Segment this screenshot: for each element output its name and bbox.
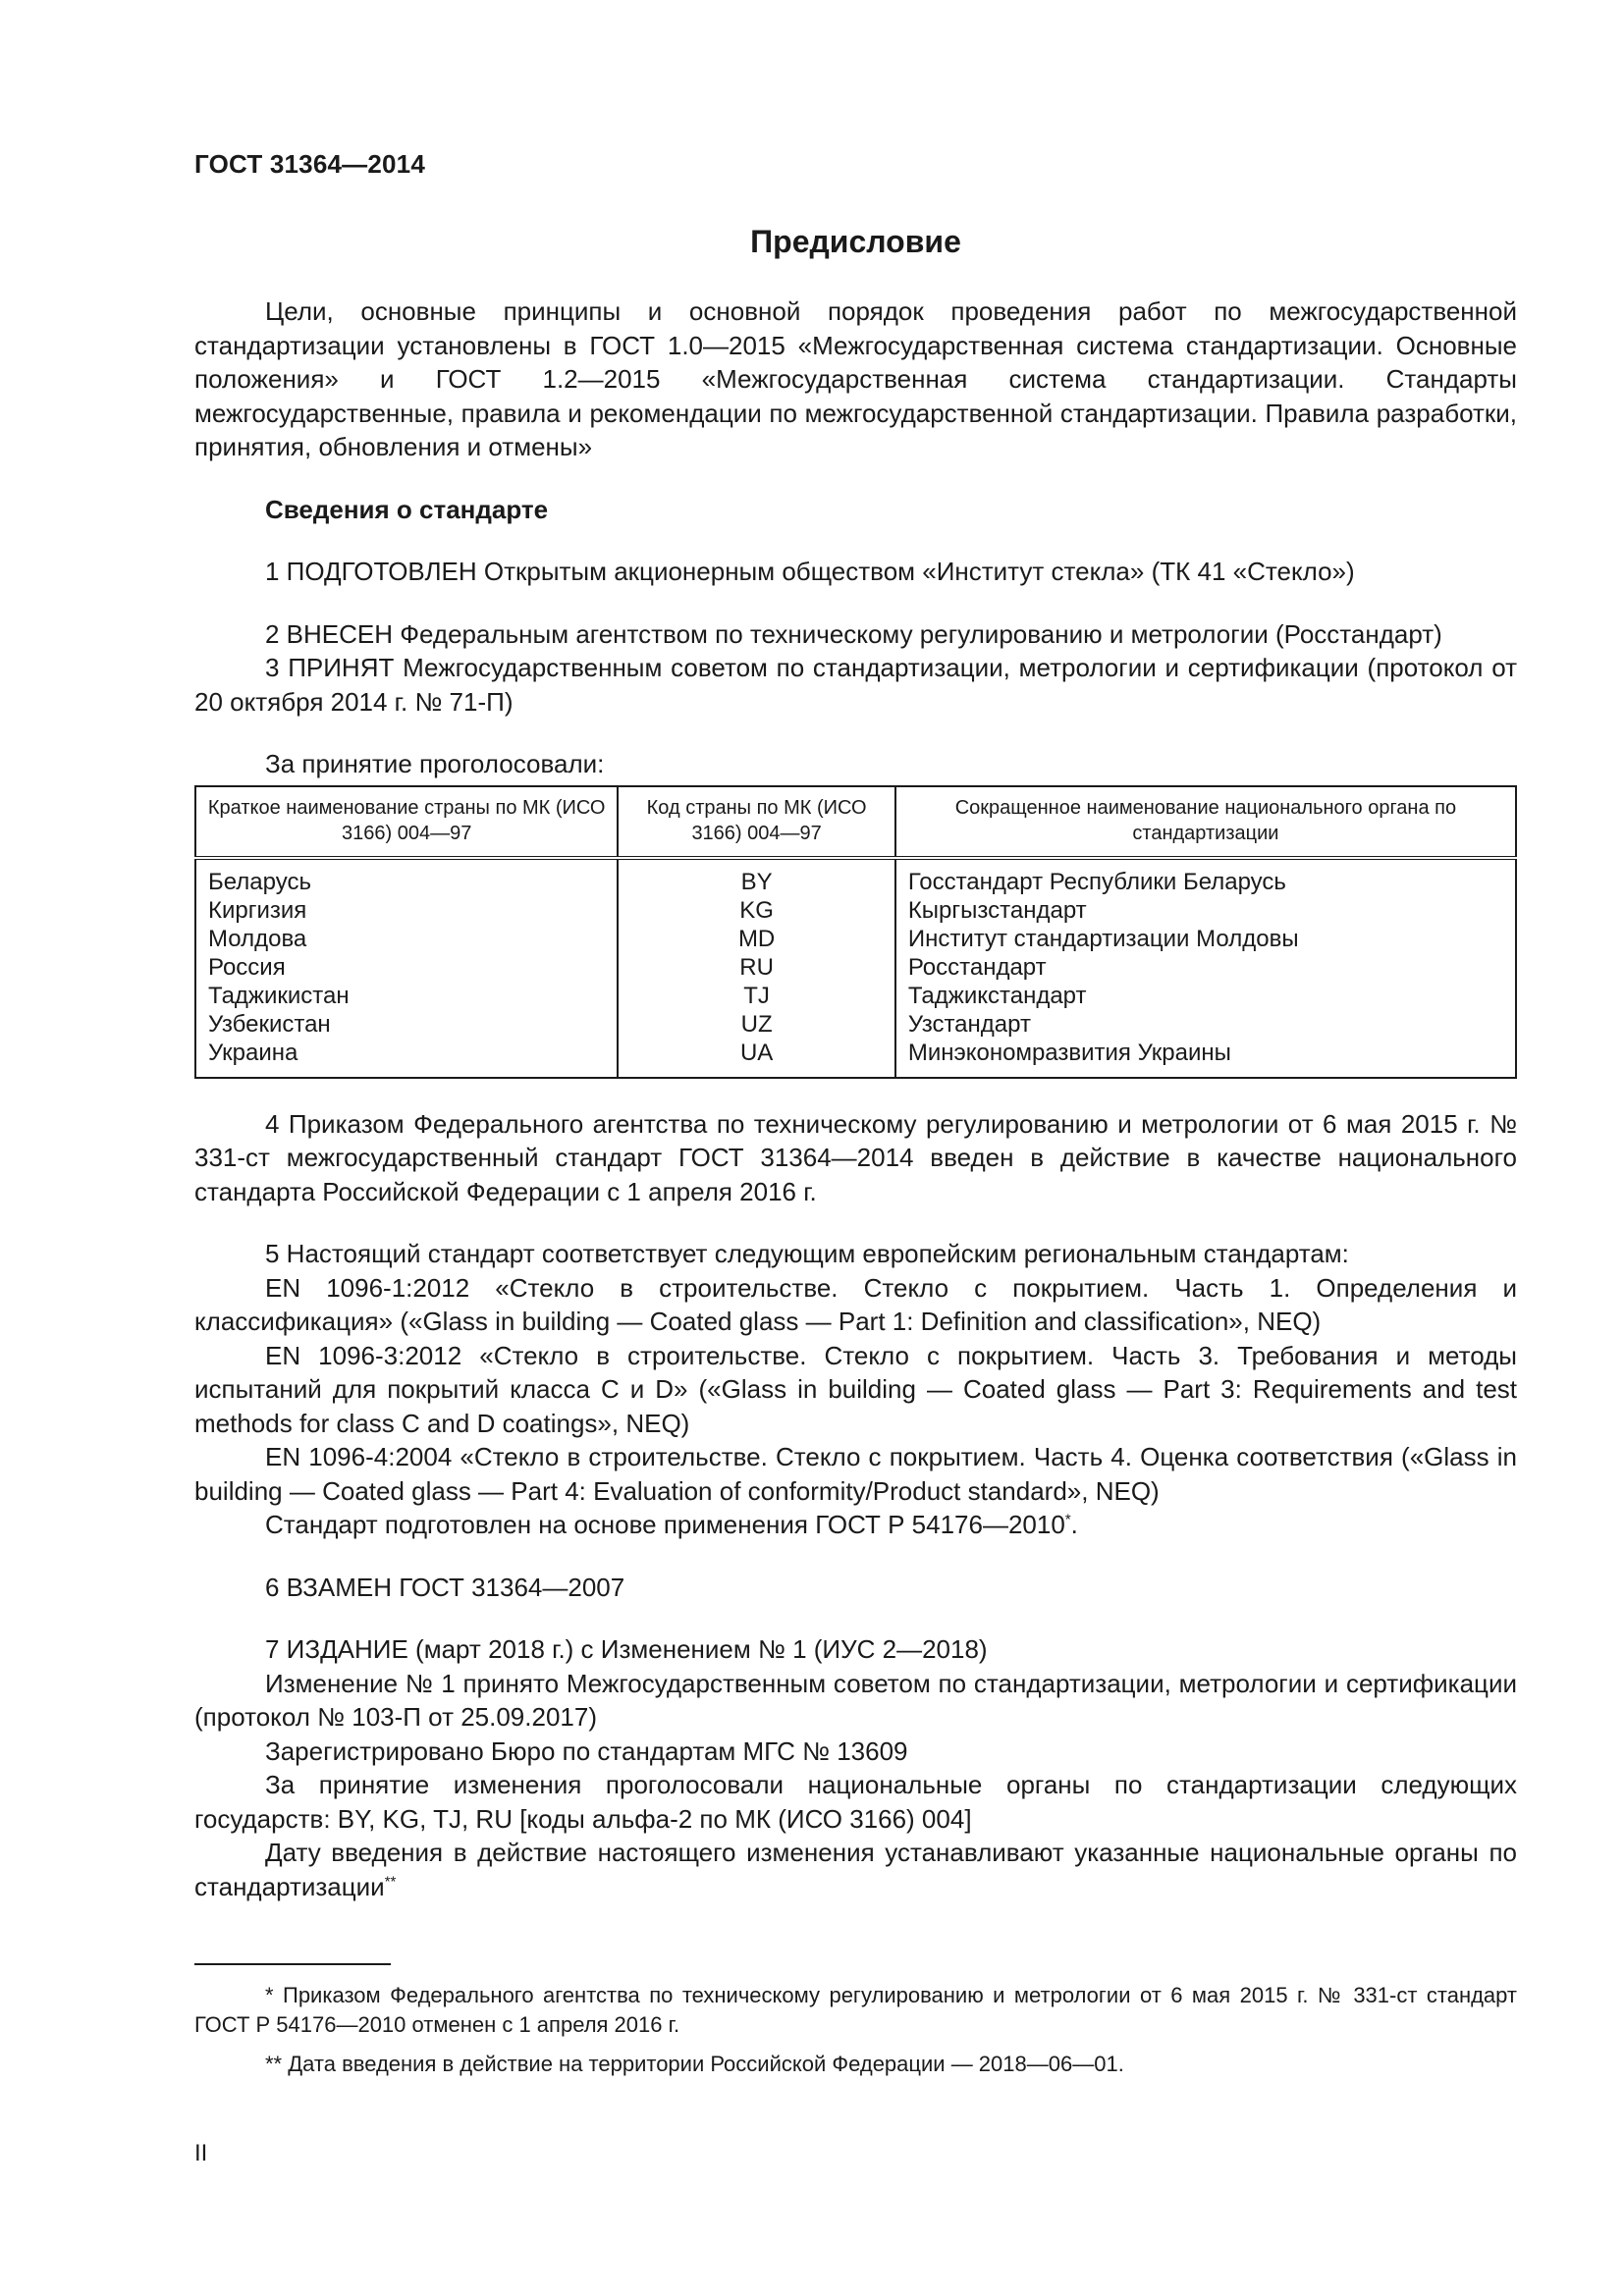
code-cell: MD	[618, 925, 894, 953]
vote-intro: За принятие проголосовали:	[265, 749, 605, 778]
body-cell: Минэкономразвития Украины	[895, 1039, 1516, 1078]
country-cell: Россия	[208, 953, 286, 981]
item-5-en-1096-1: EN 1096-1:2012 «Стекло в строительстве. Стекло с покрытием. Часть 1. Определения и классификация» («Glass in building — Coated glass — Part 1: Definition and classification», NEQ)	[194, 1272, 1517, 1336]
country-cell: Киргизия	[208, 896, 307, 924]
body-cell: Институт стандартизации Молдовы	[895, 925, 1516, 953]
vote-table	[194, 785, 1517, 1079]
table-row	[195, 858, 1516, 896]
footnote-1: * Приказом Федерального агентства по техническому регулированию и метрологии от 6 мая 2015 г. № 331-ст стандарт ГОСТ Р 54176—2010 отменен с 1 апреля 2016 г.	[194, 1983, 1517, 2037]
code-cell: TJ	[618, 982, 894, 1010]
country-cell: Таджикистан	[208, 982, 350, 1009]
item-7-registration: Зарегистрировано Бюро по стандартам МГС № 13609	[265, 1735, 908, 1766]
item-7-effective-date	[194, 1836, 1517, 1903]
table-row	[195, 925, 1516, 953]
item-7-change: Изменение № 1 принято Межгосударственным советом по стандартизации, метрологии и сертификации (протокол № 103-П от 25.09.2017)	[194, 1668, 1517, 1732]
effective-date-text: Дату введения в действие настоящего изменения устанавливают указанные национальные органы по стандартизации	[194, 1838, 1517, 1901]
body-cell: Госстандарт Республики Беларусь	[895, 858, 1516, 896]
table-header-row	[195, 786, 1516, 858]
item-4: 4 Приказом Федерального агентства по техническому регулированию и метрологии от 6 мая 2015 г. № 331-ст межгосударственный стандарт ГОСТ 31364—2014 введен в действие в качестве национального стандарта Российской Федерации с 1 апреля 2016 г.	[194, 1108, 1517, 1206]
page-number: II	[194, 2140, 208, 2166]
table-header-country: Краткое наименование страны по МК (ИСО 3166) 004—97	[195, 786, 618, 858]
body-cell: Таджикстандарт	[895, 982, 1516, 1010]
code-cell: UA	[618, 1039, 894, 1078]
footnote-marker: *	[1064, 1511, 1071, 1528]
body-cell: Кыргызстандарт	[895, 896, 1516, 925]
country-cell: Украина	[208, 1039, 298, 1066]
page-title: Предисловие	[750, 224, 961, 259]
table-row	[195, 982, 1516, 1010]
footnote-divider	[194, 1963, 391, 1965]
table-header-body: Сокращенное наименование национального органа по стандартизации	[895, 786, 1516, 858]
basis-end: .	[1070, 1510, 1078, 1539]
item-7: 7 ИЗДАНИЕ (март 2018 г.) с Изменением № 1 (ИУС 2—2018)	[265, 1634, 988, 1664]
table-row	[195, 896, 1516, 925]
item-5-en-1096-3: EN 1096-3:2012 «Стекло в строительстве. Стекло с покрытием. Часть 3. Требования и методы испытаний для покрытий класса C и D» («Glass in building — Coated glass — Part 3: Requirements and test methods for class C and D coatings», NEQ)	[194, 1340, 1517, 1438]
code-cell: BY	[618, 858, 894, 896]
intro-paragraph: Цели, основные принципы и основной порядок проведения работ по межгосударственной стандартизации установлены в ГОСТ 1.0—2015 «Межгосударственная система стандартизации. Основные положения» и ГОСТ 1.2—2015 «Межгосударственная система стандартизации. Стандарты межгосударственные, правила и рекомендации по межгосударственной стандартизации. Правила разработки, принятия, обновления и отмены»	[194, 296, 1517, 461]
item-5-en-1096-4: EN 1096-4:2004 «Стекло в строительстве. Стекло с покрытием. Часть 4. Оценка соответствия («Glass in building — Coated glass — Part 4: Evaluation of conformity/Product standard», NEQ)	[194, 1442, 1517, 1506]
item-7-voters: За принятие изменения проголосовали национальные органы по стандартизации следующих государств: BY, KG, TJ, RU [коды альфа-2 по МК (ИСО 3166) 004]	[194, 1770, 1517, 1834]
section-heading: Сведения о стандарте	[265, 494, 549, 524]
item-5-basis	[194, 1508, 1517, 1542]
basis-text: Стандарт подготовлен на основе применения ГОСТ Р 54176—2010	[265, 1510, 1065, 1539]
document-header: ГОСТ 31364—2014	[194, 149, 425, 179]
item-5: 5 Настоящий стандарт соответствует следующим европейским региональным стандартам:	[265, 1239, 1349, 1268]
code-cell: UZ	[618, 1010, 894, 1039]
country-cell: Узбекистан	[208, 1010, 331, 1038]
code-cell: RU	[618, 953, 894, 982]
footnote-2: ** Дата введения в действие на территории Российской Федерации — 2018—06—01.	[265, 2052, 1124, 2076]
body-cell: Узстандарт	[895, 1010, 1516, 1039]
code-cell: KG	[618, 896, 894, 925]
footnotes	[194, 1981, 1517, 2079]
table-row	[195, 953, 1516, 982]
footnote-marker: **	[384, 1872, 397, 1890]
item-2: 2 ВНЕСЕН Федеральным агентством по техническому регулированию и метрологии (Росстандарт)	[265, 618, 1442, 649]
body-cell: Росстандарт	[895, 953, 1516, 982]
document-body	[194, 294, 1517, 1903]
table-row	[195, 1010, 1516, 1039]
item-6: 6 ВЗАМЕН ГОСТ 31364—2007	[265, 1572, 625, 1602]
item-1: 1 ПОДГОТОВЛЕН Открытым акционерным обществом «Институт стекла» (ТК 41 «Стекло»)	[265, 557, 1355, 586]
country-cell: Беларусь	[208, 868, 311, 895]
table-header-code: Код страны по МК (ИСО 3166) 004—97	[618, 786, 894, 858]
country-cell: Молдова	[208, 925, 307, 952]
table-row	[195, 1039, 1516, 1078]
item-3: 3 ПРИНЯТ Межгосударственным советом по стандартизации, метрологии и сертификации (протокол от 20 октября 2014 г. № 71-П)	[194, 653, 1517, 717]
